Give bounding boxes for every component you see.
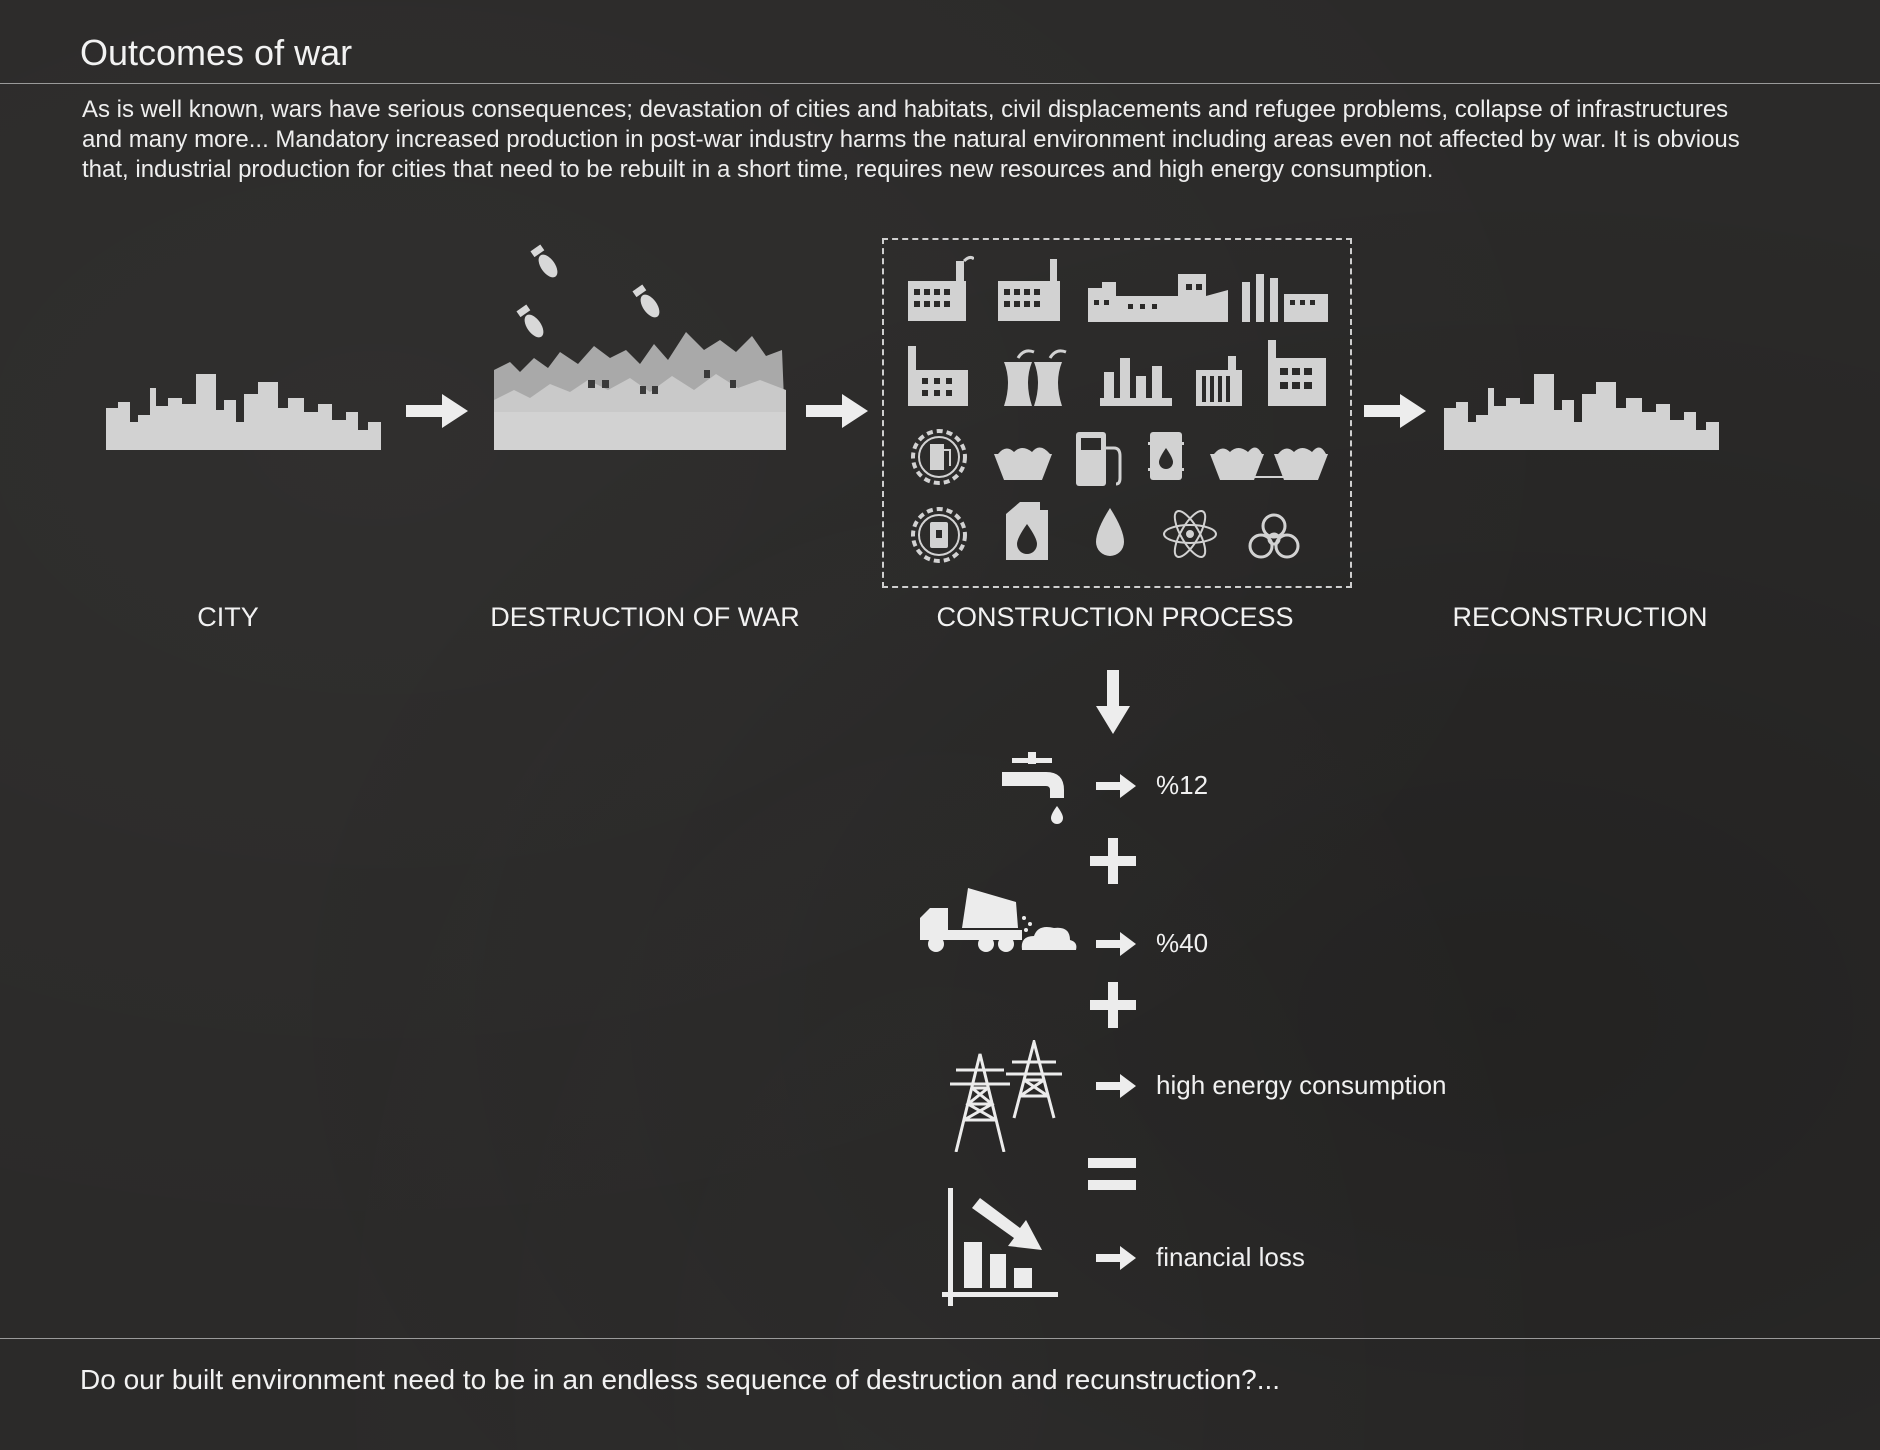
intro-paragraph: As is well known, wars have serious consequences; devastation of cities and habitats, civil displacements and refugee problems, collapse of infrastructures and many more... Mandatory increased production in post-war industry harms the natural environment including areas even not affected by war. It is obvious that, industrial production for cities that need to be rebuilt in a short time, requires new resources and high energy consumption. — [82, 96, 1740, 183]
outcome-water-value: %12 — [1156, 770, 1209, 800]
result-arrow-icon — [1096, 1246, 1136, 1270]
oil-barrel-icon — [1146, 430, 1186, 482]
flow-arrow-icon — [806, 394, 868, 428]
dump-truck-icon — [920, 882, 1080, 954]
result-arrow-icon — [1096, 932, 1136, 956]
water-drop-icon — [1094, 506, 1126, 558]
flow-arrow-icon — [1364, 394, 1426, 428]
cooling-tower-icon — [998, 346, 1074, 406]
fuel-gear-icon — [906, 424, 972, 490]
outcome-material-value: %40 — [1156, 928, 1209, 958]
closing-question: Do our built environment need to be in an endless sequence of destruction and recunstruction?... — [80, 1364, 1281, 1395]
result-arrow-icon — [1096, 1074, 1136, 1098]
header-divider — [0, 83, 1880, 84]
city-skyline-icon — [106, 360, 381, 450]
outcome-financial-label: financial loss — [1156, 1242, 1305, 1272]
coal-carts-icon — [1208, 446, 1330, 482]
stage-label-reconstruction: RECONSTRUCTION — [1452, 602, 1708, 632]
water-tap-icon — [1002, 752, 1072, 826]
industrial-complex-icon — [1088, 266, 1328, 322]
ruined-city-icon — [490, 240, 790, 450]
biohazard-icon — [1244, 508, 1304, 562]
power-pylon-icon — [950, 1040, 1066, 1152]
factory-icon — [996, 255, 1064, 321]
flow-arrow-icon — [406, 394, 468, 428]
oil-gear-icon — [906, 502, 972, 568]
down-arrow-icon — [1096, 670, 1130, 734]
coal-cart-icon — [992, 446, 1054, 482]
silo-plant-icon — [1196, 356, 1242, 406]
factory-building-icon — [1266, 334, 1328, 406]
page-title: Outcomes of war — [80, 32, 353, 73]
outcome-energy-label: high energy consumption — [1156, 1070, 1447, 1100]
stage-label-city: CITY — [197, 602, 259, 632]
gas-pump-icon — [1074, 430, 1126, 486]
atom-icon — [1162, 506, 1218, 562]
refinery-icon — [1100, 352, 1172, 406]
plus-operator-icon — [1090, 838, 1136, 884]
stage-label-construction: CONSTRUCTION PROCESS — [936, 602, 1294, 632]
plus-operator-icon — [1090, 982, 1136, 1028]
declining-chart-icon — [942, 1188, 1060, 1306]
equals-operator-icon — [1088, 1158, 1136, 1192]
oil-canister-icon — [1002, 502, 1052, 560]
city-skyline-icon — [1444, 360, 1719, 450]
footer-divider — [0, 1338, 1880, 1339]
result-arrow-icon — [1096, 774, 1136, 798]
power-plant-icon — [906, 340, 970, 406]
factory-icon — [906, 255, 974, 321]
stage-label-destruction: DESTRUCTION OF WAR — [490, 602, 800, 632]
